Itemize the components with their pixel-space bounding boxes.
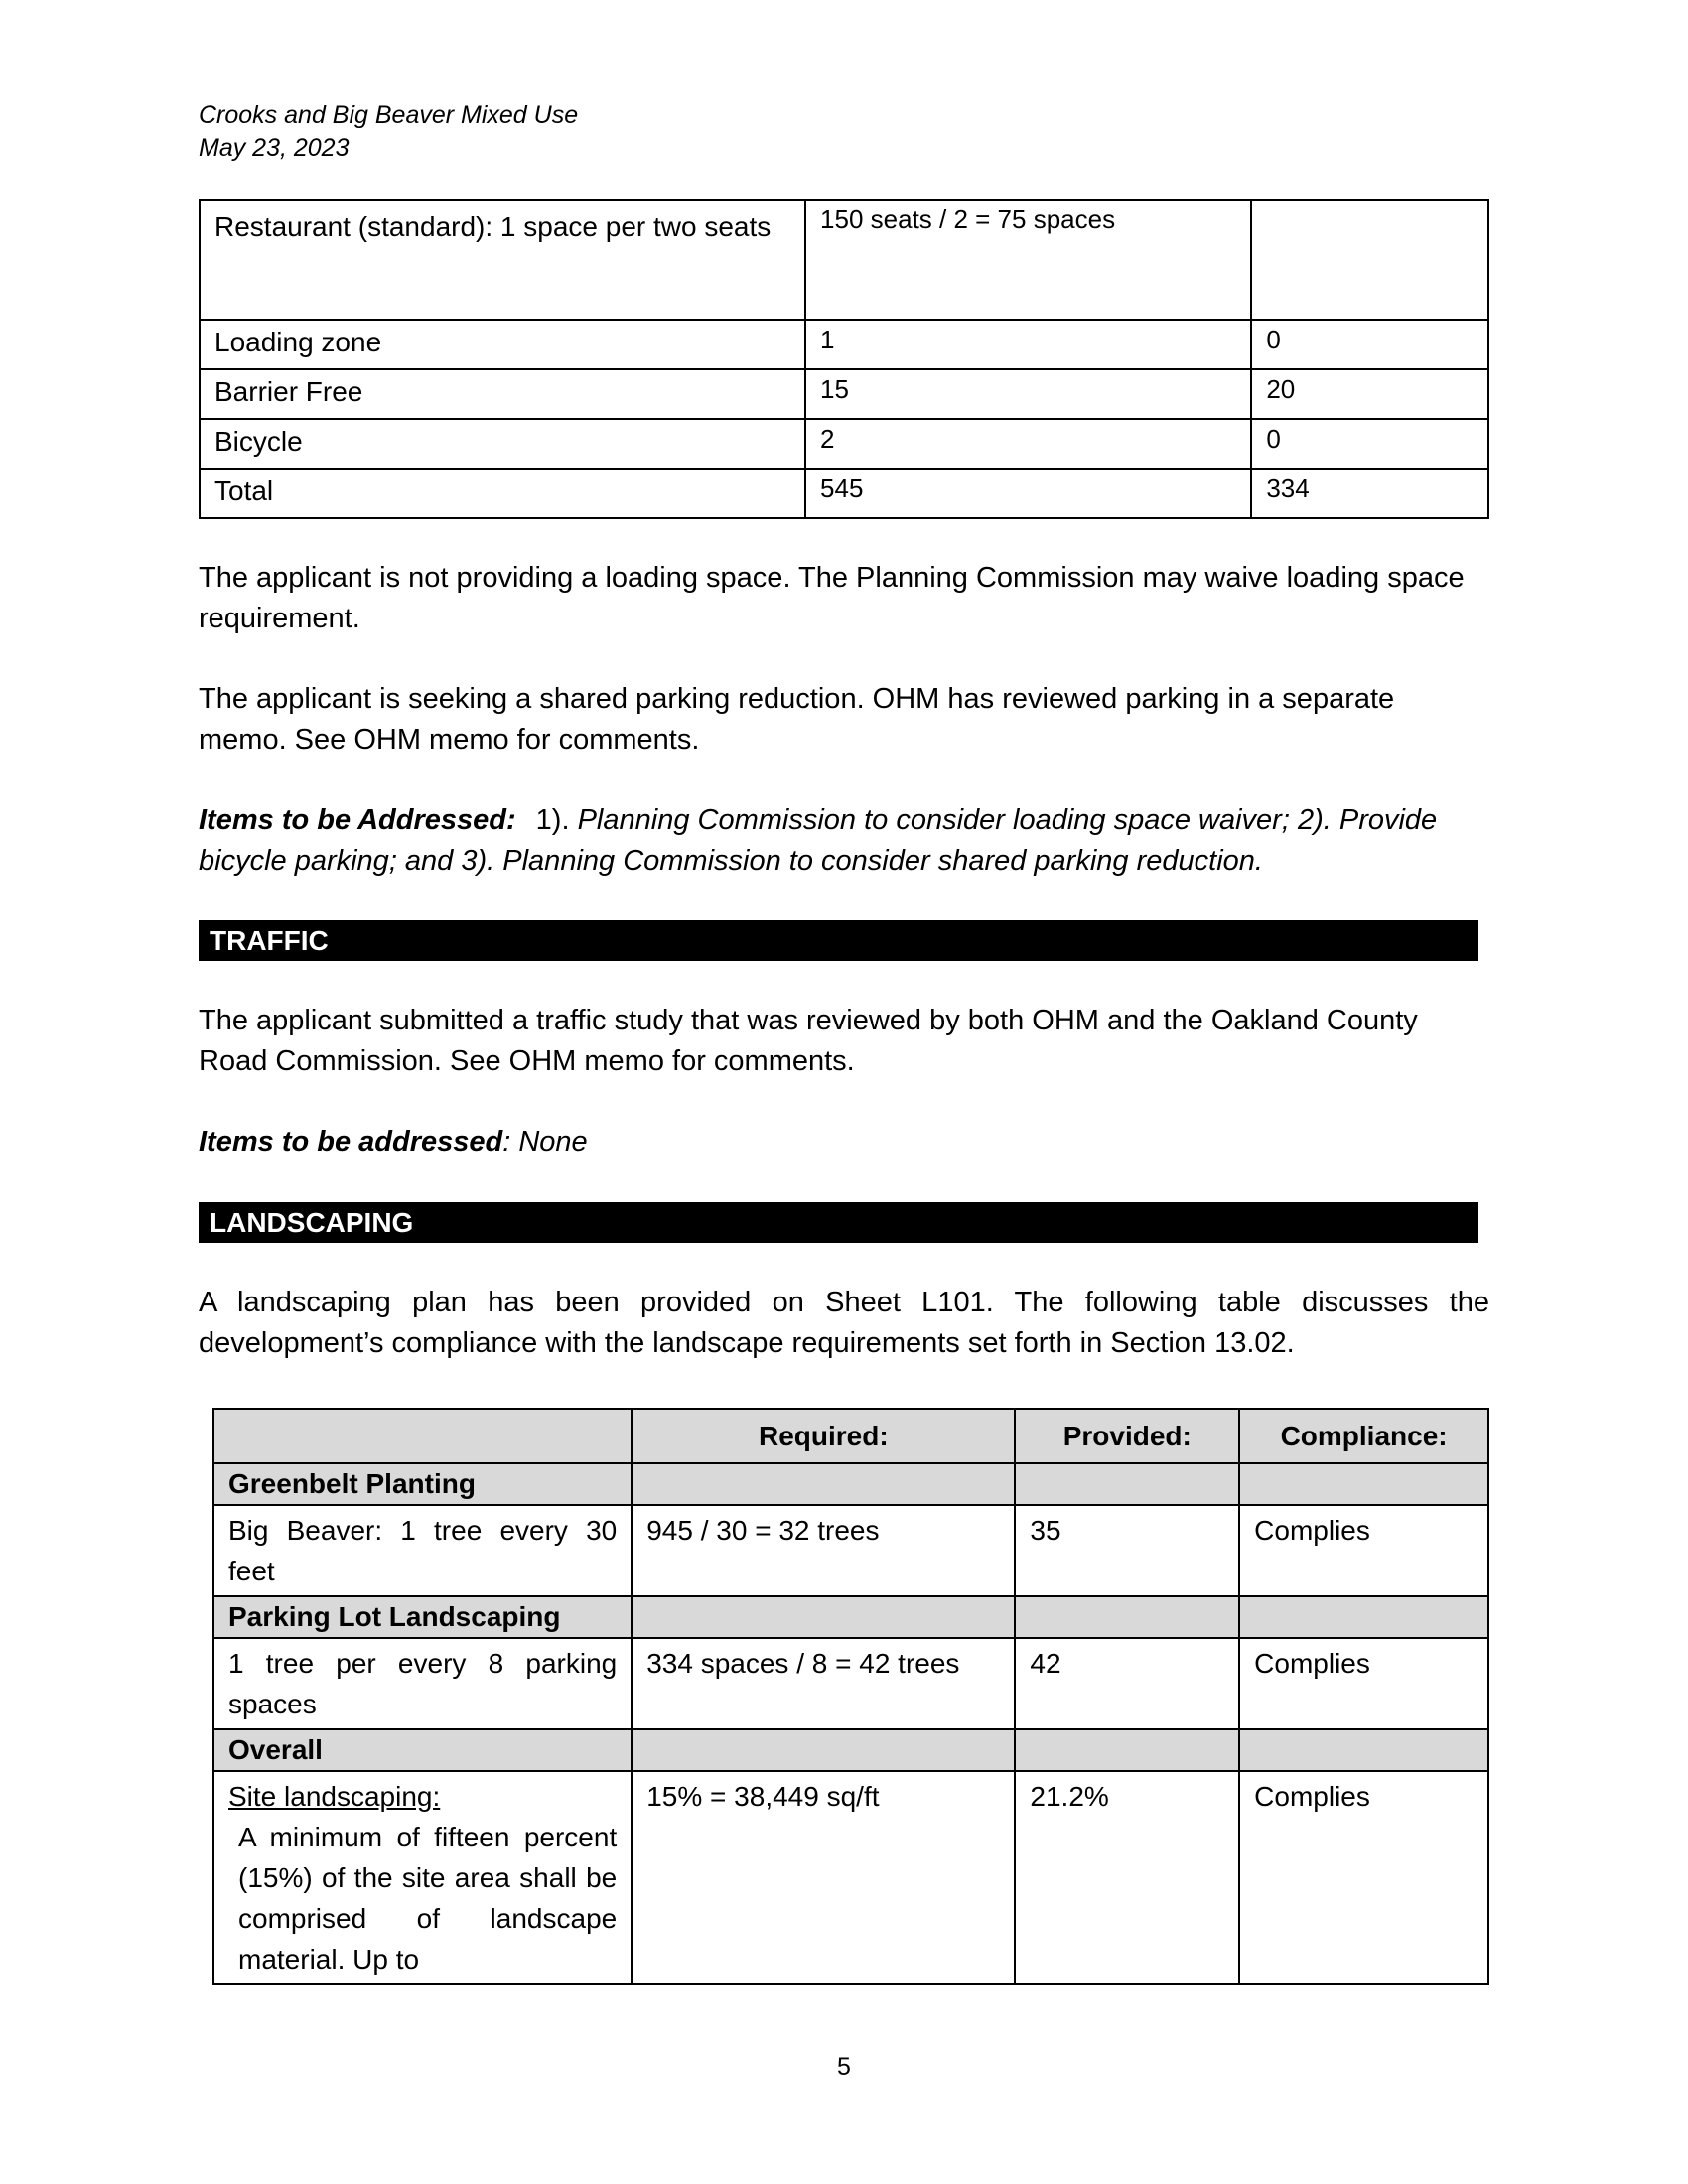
compliance-value: Complies — [1239, 1638, 1488, 1729]
site-landscaping-title: Site landscaping: — [228, 1781, 441, 1812]
table-row — [200, 469, 1488, 518]
traffic-section-heading: TRAFFIC — [199, 920, 1478, 961]
items-text: Planning Commission to consider loading space waiver; 2). Provide bicycle parking; and 3). Planning Commission to consider shared parking reduction. — [199, 804, 1438, 877]
document-date: May 23, 2023 — [199, 134, 350, 162]
provided-value — [1251, 200, 1488, 320]
group-row-greenbelt — [213, 1463, 1488, 1505]
header-cell — [213, 1409, 632, 1463]
site-landscaping-text: A minimum of fifteen percent (15%) of the site area shall be comprised of landscape material. Up to — [238, 1822, 618, 1975]
parking-requirements-table — [199, 199, 1489, 519]
table-row — [200, 320, 1488, 369]
compliance-value: Complies — [1239, 1771, 1488, 1984]
required-value: 334 spaces / 8 = 42 trees — [632, 1638, 1015, 1729]
required-value: 1 — [805, 320, 1251, 369]
row-label — [213, 1771, 632, 1984]
table-row — [200, 200, 1488, 320]
provided-value: 334 — [1251, 469, 1488, 518]
items-number: 1). — [535, 804, 570, 836]
required-value: 545 — [805, 469, 1251, 518]
table-row — [200, 369, 1488, 419]
row-label: Barrier Free — [200, 369, 805, 419]
provided-value: 0 — [1251, 320, 1488, 369]
compliance-value: Complies — [1239, 1505, 1488, 1596]
row-label: Bicycle — [200, 419, 805, 469]
group-label: Parking Lot Landscaping — [213, 1596, 632, 1638]
group-label: Greenbelt Planting — [213, 1463, 632, 1505]
table-row — [213, 1638, 1488, 1729]
loading-paragraph: The applicant is not providing a loading space. The Planning Commission may waive loading space requirement. — [199, 562, 1465, 634]
landscaping-paragraph: A landscaping plan has been provided on Sheet L101. The following table discusses the development’s compliance with the landscape requirements set forth in Section 13.02. — [199, 1287, 1489, 1359]
page-header — [199, 99, 578, 165]
landscape-requirements-table — [212, 1408, 1489, 1985]
items-text: : None — [502, 1126, 588, 1158]
group-row-overall — [213, 1729, 1488, 1771]
provided-value: 0 — [1251, 419, 1488, 469]
shared-parking-paragraph: The applicant is seeking a shared parking reduction. OHM has reviewed parking in a separate memo. See OHM memo for comments. — [199, 683, 1395, 755]
provided-value: 35 — [1015, 1505, 1239, 1596]
table-row — [200, 419, 1488, 469]
provided-value: 42 — [1015, 1638, 1239, 1729]
required-value: 15% = 38,449 sq/ft — [632, 1771, 1015, 1984]
row-label: Loading zone — [200, 320, 805, 369]
required-value: 150 seats / 2 = 75 spaces — [805, 200, 1251, 320]
group-row-parking-lot — [213, 1596, 1488, 1638]
required-value: 945 / 30 = 32 trees — [632, 1505, 1015, 1596]
landscaping-section-heading: LANDSCAPING — [199, 1202, 1478, 1243]
group-label: Overall — [213, 1729, 632, 1771]
parking-items-to-address — [199, 800, 1489, 882]
items-label: Items to be Addressed: — [199, 804, 516, 836]
traffic-items-to-address — [199, 1122, 1489, 1162]
table-header-row — [213, 1409, 1488, 1463]
table-row — [213, 1771, 1488, 1984]
required-value: 2 — [805, 419, 1251, 469]
traffic-paragraph: The applicant submitted a traffic study that was reviewed by both OHM and the Oakland County Road Commission. See OHM memo for comments. — [199, 1005, 1418, 1077]
table-row — [213, 1505, 1488, 1596]
row-label: Restaurant (standard): 1 space per two seats — [200, 200, 805, 320]
document-title: Crooks and Big Beaver Mixed Use — [199, 101, 579, 129]
row-label: Big Beaver: 1 tree every 30 feet — [213, 1505, 632, 1596]
header-provided: Provided: — [1015, 1409, 1239, 1463]
provided-value: 20 — [1251, 369, 1488, 419]
header-compliance: Compliance: — [1239, 1409, 1488, 1463]
items-label: Items to be addressed — [199, 1126, 503, 1158]
required-value: 15 — [805, 369, 1251, 419]
row-label: 1 tree per every 8 parking spaces — [213, 1638, 632, 1729]
row-label: Total — [200, 469, 805, 518]
header-required: Required: — [632, 1409, 1015, 1463]
provided-value: 21.2% — [1015, 1771, 1239, 1984]
page-number: 5 — [837, 2053, 851, 2081]
